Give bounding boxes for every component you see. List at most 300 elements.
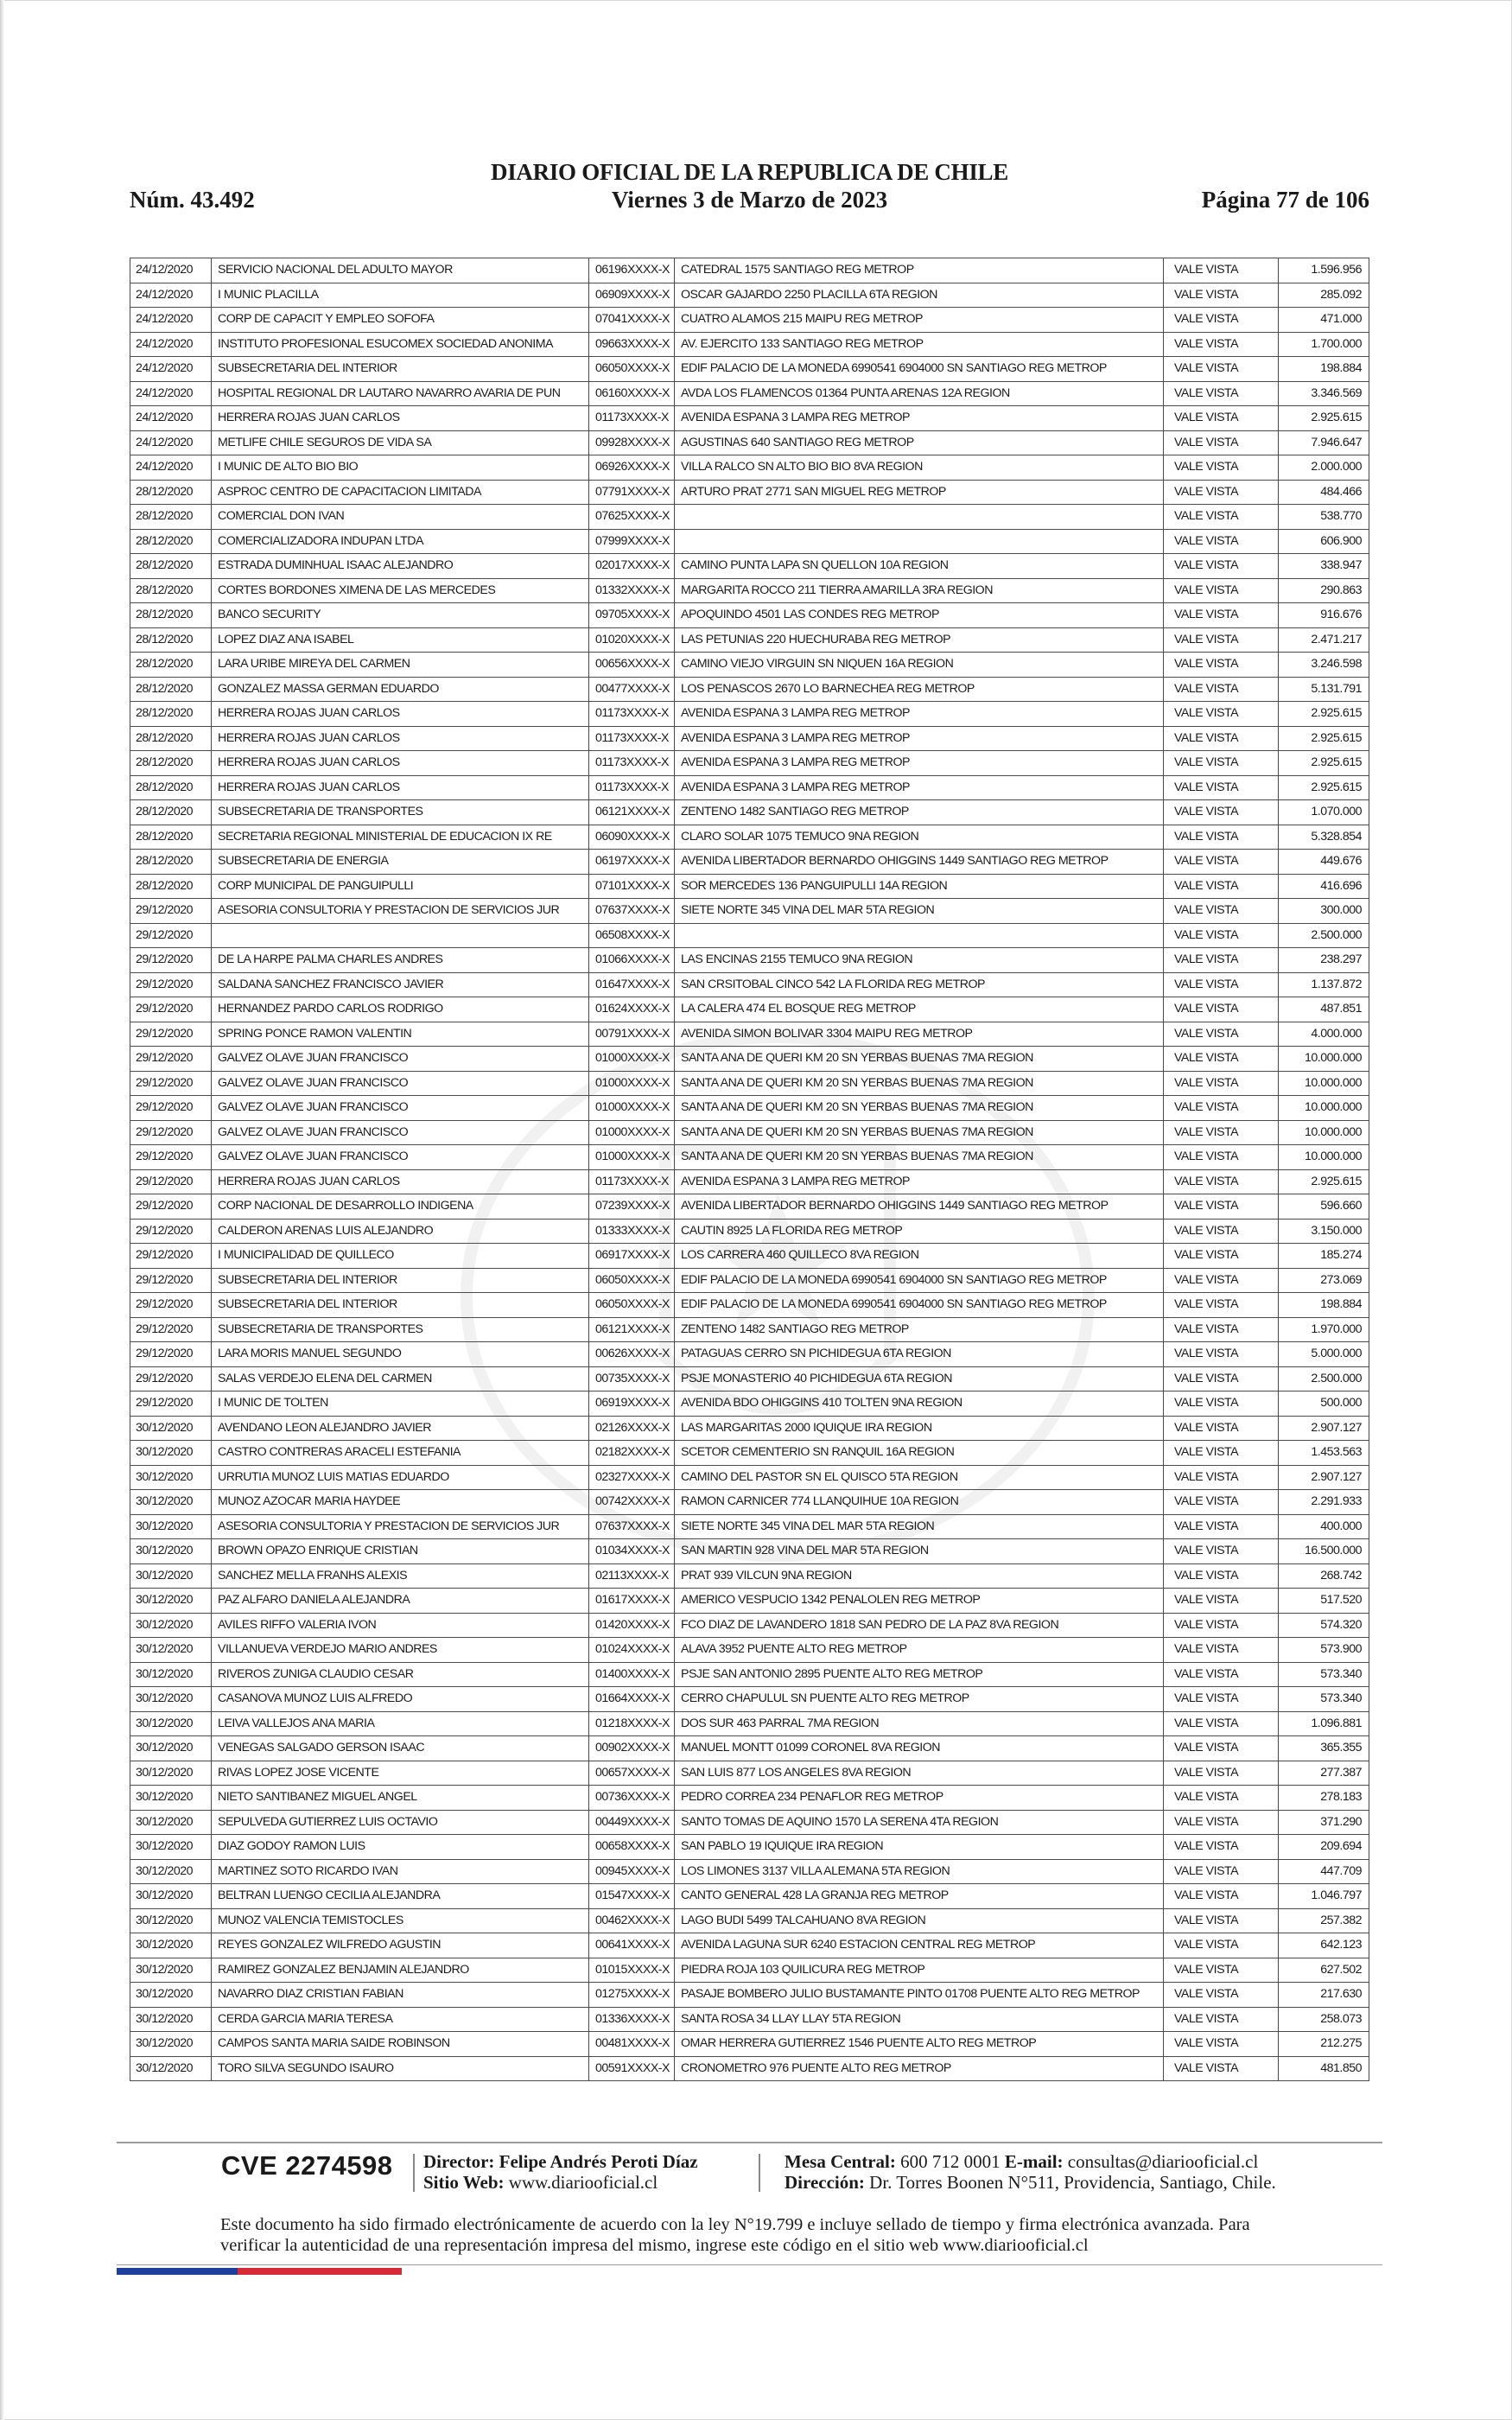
- payment-type-cell: VALE VISTA: [1164, 1022, 1279, 1047]
- rut-cell: 01547XXXX-X: [589, 1884, 675, 1909]
- date-cell: 30/12/2020: [130, 1514, 212, 1539]
- rut-cell: 01000XXXX-X: [589, 1047, 675, 1072]
- email-link[interactable]: consultas@diariooficial.cl: [1067, 2151, 1259, 2172]
- rut-cell: 06050XXXX-X: [589, 1293, 675, 1318]
- payment-type-cell: VALE VISTA: [1164, 554, 1279, 579]
- mesa-phone: 600 712 0001: [900, 2151, 1001, 2172]
- name-cell: AVILES RIFFO VALERIA IVON: [212, 1613, 589, 1638]
- payment-type-cell: VALE VISTA: [1164, 505, 1279, 530]
- address-cell: AVENIDA ESPANA 3 LAMPA REG METROP: [675, 726, 1164, 751]
- payment-type-cell: VALE VISTA: [1164, 332, 1279, 357]
- date-cell: 28/12/2020: [130, 578, 212, 603]
- table-row: [130, 1761, 1369, 1786]
- payment-type-cell: VALE VISTA: [1164, 529, 1279, 554]
- address-cell: RAMON CARNICER 774 LLANQUIHUE 10A REGION: [675, 1490, 1164, 1515]
- name-cell: HERRERA ROJAS JUAN CARLOS: [212, 726, 589, 751]
- address-cell: SAN LUIS 877 LOS ANGELES 8VA REGION: [675, 1761, 1164, 1786]
- name-cell: DIAZ GODOY RAMON LUIS: [212, 1835, 589, 1860]
- table-row: [130, 554, 1369, 579]
- date-cell: 24/12/2020: [130, 381, 212, 406]
- date-cell: 30/12/2020: [130, 1613, 212, 1638]
- rut-cell: 00657XXXX-X: [589, 1761, 675, 1786]
- address-cell: AVENIDA BDO OHIGGINS 410 TOLTEN 9NA REGION: [675, 1392, 1164, 1417]
- date-cell: 29/12/2020: [130, 1392, 212, 1417]
- name-cell: I MUNIC PLACILLA: [212, 283, 589, 308]
- rut-cell: 00736XXXX-X: [589, 1786, 675, 1811]
- rut-cell: 02113XXXX-X: [589, 1563, 675, 1589]
- date-cell: 29/12/2020: [130, 1194, 212, 1220]
- amount-cell: 487.851: [1279, 997, 1369, 1022]
- payment-type-cell: VALE VISTA: [1164, 1908, 1279, 1933]
- flag-stripe-red: [238, 2268, 402, 2275]
- name-cell: GALVEZ OLAVE JUAN FRANCISCO: [212, 1071, 589, 1096]
- address-cell: OMAR HERRERA GUTIERREZ 1546 PUENTE ALTO REG METROP: [675, 2032, 1164, 2057]
- payment-type-cell: VALE VISTA: [1164, 1687, 1279, 1712]
- address-cell: AVENIDA LIBERTADOR BERNARDO OHIGGINS 1449 SANTIAGO REG METROP: [675, 850, 1164, 875]
- amount-cell: 3.346.569: [1279, 381, 1369, 406]
- payment-type-cell: VALE VISTA: [1164, 627, 1279, 653]
- address-cell: PIEDRA ROJA 103 QUILICURA REG METROP: [675, 1958, 1164, 1983]
- payment-type-cell: VALE VISTA: [1164, 603, 1279, 628]
- table-row: [130, 1810, 1369, 1835]
- amount-cell: 258.073: [1279, 2007, 1369, 2032]
- payment-type-cell: VALE VISTA: [1164, 800, 1279, 825]
- date-cell: 29/12/2020: [130, 1219, 212, 1244]
- date-cell: 28/12/2020: [130, 726, 212, 751]
- rut-cell: 00902XXXX-X: [589, 1736, 675, 1761]
- payment-type-cell: VALE VISTA: [1164, 1563, 1279, 1589]
- payment-type-cell: VALE VISTA: [1164, 1194, 1279, 1220]
- payment-type-cell: VALE VISTA: [1164, 2007, 1279, 2032]
- date-cell: 24/12/2020: [130, 283, 212, 308]
- name-cell: RAMIREZ GONZALEZ BENJAMIN ALEJANDRO: [212, 1958, 589, 1983]
- rut-cell: 01015XXXX-X: [589, 1958, 675, 1983]
- payment-type-cell: VALE VISTA: [1164, 1613, 1279, 1638]
- name-cell: I MUNICIPALIDAD DE QUILLECO: [212, 1244, 589, 1269]
- site-label: Sitio Web:: [423, 2172, 505, 2193]
- date-cell: 24/12/2020: [130, 308, 212, 333]
- payment-type-cell: VALE VISTA: [1164, 653, 1279, 678]
- name-cell: SUBSECRETARIA DEL INTERIOR: [212, 1293, 589, 1318]
- table-row: [130, 578, 1369, 603]
- date-cell: 29/12/2020: [130, 1293, 212, 1318]
- address-cell: PSJE MONASTERIO 40 PICHIDEGUA 6TA REGION: [675, 1366, 1164, 1392]
- date-cell: 28/12/2020: [130, 529, 212, 554]
- name-cell: ASPROC CENTRO DE CAPACITACION LIMITADA: [212, 480, 589, 505]
- rut-cell: 00591XXXX-X: [589, 2056, 675, 2081]
- address-value: Dr. Torres Boonen N°511, Providencia, Santiago, Chile.: [869, 2172, 1276, 2193]
- table-row: [130, 1293, 1369, 1318]
- rut-cell: 01066XXXX-X: [589, 948, 675, 973]
- date-cell: 29/12/2020: [130, 923, 212, 948]
- rut-cell: 00481XXXX-X: [589, 2032, 675, 2057]
- date-cell: 30/12/2020: [130, 1835, 212, 1860]
- amount-cell: 400.000: [1279, 1514, 1369, 1539]
- name-cell: SUBSECRETARIA DE TRANSPORTES: [212, 800, 589, 825]
- address-cell: ALAVA 3952 PUENTE ALTO REG METROP: [675, 1638, 1164, 1663]
- rut-cell: 06197XXXX-X: [589, 850, 675, 875]
- rut-cell: 01664XXXX-X: [589, 1687, 675, 1712]
- name-cell: DE LA HARPE PALMA CHARLES ANDRES: [212, 948, 589, 973]
- amount-cell: 2.925.615: [1279, 702, 1369, 727]
- rut-cell: 07101XXXX-X: [589, 874, 675, 899]
- amount-cell: 5.328.854: [1279, 825, 1369, 850]
- name-cell: VENEGAS SALGADO GERSON ISAAC: [212, 1736, 589, 1761]
- address-cell: SANTA ANA DE QUERI KM 20 SN YERBAS BUENAS 7MA REGION: [675, 1096, 1164, 1121]
- table-row: [130, 1884, 1369, 1909]
- name-cell: NIETO SANTIBANEZ MIGUEL ANGEL: [212, 1786, 589, 1811]
- amount-cell: 300.000: [1279, 899, 1369, 924]
- address-cell: SANTA ANA DE QUERI KM 20 SN YERBAS BUENAS 7MA REGION: [675, 1145, 1164, 1170]
- table-row: [130, 1120, 1369, 1145]
- address-cell: LOS PENASCOS 2670 LO BARNECHEA REG METROP: [675, 677, 1164, 702]
- name-cell: SANCHEZ MELLA FRANHS ALEXIS: [212, 1563, 589, 1589]
- table-row: [130, 258, 1369, 283]
- address-cell: SIETE NORTE 345 VINA DEL MAR 5TA REGION: [675, 899, 1164, 924]
- address-label: Dirección:: [785, 2172, 865, 2193]
- address-cell: ARTURO PRAT 2771 SAN MIGUEL REG METROP: [675, 480, 1164, 505]
- rut-cell: 09663XXXX-X: [589, 332, 675, 357]
- name-cell: MARTINEZ SOTO RICARDO IVAN: [212, 1859, 589, 1884]
- address-cell: PATAGUAS CERRO SN PICHIDEGUA 6TA REGION: [675, 1342, 1164, 1367]
- rut-cell: 00626XXXX-X: [589, 1342, 675, 1367]
- name-cell: HERRERA ROJAS JUAN CARLOS: [212, 1169, 589, 1194]
- table-row: [130, 332, 1369, 357]
- rut-cell: 01024XXXX-X: [589, 1638, 675, 1663]
- payment-type-cell: VALE VISTA: [1164, 430, 1279, 455]
- table-row: [130, 1071, 1369, 1096]
- payment-type-cell: VALE VISTA: [1164, 1392, 1279, 1417]
- payment-type-cell: VALE VISTA: [1164, 1416, 1279, 1441]
- date-cell: 28/12/2020: [130, 825, 212, 850]
- address-cell: SANTO TOMAS DE AQUINO 1570 LA SERENA 4TA REGION: [675, 1810, 1164, 1835]
- table-row: [130, 923, 1369, 948]
- rut-cell: 01034XXXX-X: [589, 1539, 675, 1564]
- address-cell: CANTO GENERAL 428 LA GRANJA REG METROP: [675, 1884, 1164, 1909]
- address-cell: AVENIDA ESPANA 3 LAMPA REG METROP: [675, 702, 1164, 727]
- name-cell: SUBSECRETARIA DEL INTERIOR: [212, 1268, 589, 1293]
- amount-cell: 16.500.000: [1279, 1539, 1369, 1564]
- amount-cell: 5.131.791: [1279, 677, 1369, 702]
- payment-type-cell: VALE VISTA: [1164, 1120, 1279, 1145]
- table-row: [130, 850, 1369, 875]
- table-row: [130, 603, 1369, 628]
- date-cell: 30/12/2020: [130, 2032, 212, 2057]
- payment-type-cell: VALE VISTA: [1164, 726, 1279, 751]
- payment-type-cell: VALE VISTA: [1164, 2032, 1279, 2057]
- payment-type-cell: VALE VISTA: [1164, 997, 1279, 1022]
- amount-cell: 1.700.000: [1279, 332, 1369, 357]
- table-row: [130, 455, 1369, 481]
- address-cell: SAN MARTIN 928 VINA DEL MAR 5TA REGION: [675, 1539, 1164, 1564]
- rut-cell: 00656XXXX-X: [589, 653, 675, 678]
- address-cell: EDIF PALACIO DE LA MONEDA 6990541 6904000 SN SANTIAGO REG METROP: [675, 1293, 1164, 1318]
- site-link[interactable]: www.diariooficial.cl: [508, 2172, 658, 2193]
- page-header: [130, 156, 1369, 216]
- address-cell: AVENIDA ESPANA 3 LAMPA REG METROP: [675, 751, 1164, 776]
- address-cell: PRAT 939 VILCUN 9NA REGION: [675, 1563, 1164, 1589]
- legal-divider: [117, 2264, 1382, 2265]
- rut-cell: 01173XXXX-X: [589, 726, 675, 751]
- amount-cell: 574.320: [1279, 1613, 1369, 1638]
- rut-cell: 01647XXXX-X: [589, 972, 675, 997]
- amount-cell: 238.297: [1279, 948, 1369, 973]
- date-cell: 30/12/2020: [130, 1761, 212, 1786]
- rut-cell: 07999XXXX-X: [589, 529, 675, 554]
- name-cell: CORP NACIONAL DE DESARROLLO INDIGENA: [212, 1194, 589, 1220]
- rut-cell: 01173XXXX-X: [589, 751, 675, 776]
- rut-cell: 06196XXXX-X: [589, 258, 675, 283]
- payment-type-cell: VALE VISTA: [1164, 775, 1279, 800]
- rut-cell: 00735XXXX-X: [589, 1366, 675, 1392]
- address-cell: CUATRO ALAMOS 215 MAIPU REG METROP: [675, 308, 1164, 333]
- date-cell: 30/12/2020: [130, 2007, 212, 2032]
- name-cell: CALDERON ARENAS LUIS ALEJANDRO: [212, 1219, 589, 1244]
- date-cell: 28/12/2020: [130, 505, 212, 530]
- payment-type-cell: VALE VISTA: [1164, 283, 1279, 308]
- payment-type-cell: VALE VISTA: [1164, 1711, 1279, 1736]
- rut-cell: 00658XXXX-X: [589, 1835, 675, 1860]
- address-cell: CLARO SOLAR 1075 TEMUCO 9NA REGION: [675, 825, 1164, 850]
- publication-date: Viernes 3 de Marzo de 2023: [611, 187, 888, 213]
- payment-type-cell: VALE VISTA: [1164, 357, 1279, 382]
- publication-title: DIARIO OFICIAL DE LA REPUBLICA DE CHILE: [491, 159, 1008, 185]
- address-cell: LOS CARRERA 460 QUILLECO 8VA REGION: [675, 1244, 1164, 1269]
- amount-cell: 627.502: [1279, 1958, 1369, 1983]
- date-cell: 29/12/2020: [130, 1071, 212, 1096]
- amount-cell: 481.850: [1279, 2056, 1369, 2081]
- table-row: [130, 1342, 1369, 1367]
- date-cell: 28/12/2020: [130, 874, 212, 899]
- payment-type-cell: VALE VISTA: [1164, 1835, 1279, 1860]
- rut-cell: 06090XXXX-X: [589, 825, 675, 850]
- amount-cell: 916.676: [1279, 603, 1369, 628]
- address-cell: PSJE SAN ANTONIO 2895 PUENTE ALTO REG METROP: [675, 1662, 1164, 1687]
- payment-type-cell: VALE VISTA: [1164, 1884, 1279, 1909]
- name-cell: LOPEZ DIAZ ANA ISABEL: [212, 627, 589, 653]
- rut-cell: 06926XXXX-X: [589, 455, 675, 481]
- table-row: [130, 1638, 1369, 1663]
- name-cell: I MUNIC DE ALTO BIO BIO: [212, 455, 589, 481]
- name-cell: SALAS VERDEJO ELENA DEL CARMEN: [212, 1366, 589, 1392]
- rut-cell: 01218XXXX-X: [589, 1711, 675, 1736]
- amount-cell: 10.000.000: [1279, 1120, 1369, 1145]
- name-cell: SECRETARIA REGIONAL MINISTERIAL DE EDUCACION IX RE: [212, 825, 589, 850]
- address-cell: AVENIDA ESPANA 3 LAMPA REG METROP: [675, 406, 1164, 431]
- table-row: [130, 751, 1369, 776]
- address-cell: LAGO BUDI 5499 TALCAHUANO 8VA REGION: [675, 1908, 1164, 1933]
- rut-cell: 02327XXXX-X: [589, 1465, 675, 1490]
- table-row: [130, 775, 1369, 800]
- amount-cell: 642.123: [1279, 1933, 1369, 1958]
- name-cell: VILLANUEVA VERDEJO MARIO ANDRES: [212, 1638, 589, 1663]
- name-cell: ESTRADA DUMINHUAL ISAAC ALEJANDRO: [212, 554, 589, 579]
- date-cell: 29/12/2020: [130, 972, 212, 997]
- rut-cell: 02017XXXX-X: [589, 554, 675, 579]
- table-row: [130, 406, 1369, 431]
- amount-cell: 517.520: [1279, 1589, 1369, 1614]
- amount-cell: 538.770: [1279, 505, 1369, 530]
- date-cell: 29/12/2020: [130, 1244, 212, 1269]
- payment-type-cell: VALE VISTA: [1164, 1441, 1279, 1466]
- amount-cell: 2.925.615: [1279, 775, 1369, 800]
- name-cell: HERRERA ROJAS JUAN CARLOS: [212, 702, 589, 727]
- payment-type-cell: VALE VISTA: [1164, 1786, 1279, 1811]
- address-cell: CATEDRAL 1575 SANTIAGO REG METROP: [675, 258, 1164, 283]
- payment-type-cell: VALE VISTA: [1164, 850, 1279, 875]
- table-row: [130, 1047, 1369, 1072]
- rut-cell: 01617XXXX-X: [589, 1589, 675, 1614]
- rut-cell: 01173XXXX-X: [589, 702, 675, 727]
- table-row: [130, 1786, 1369, 1811]
- director-label: Director:: [423, 2151, 495, 2172]
- name-cell: CERDA GARCIA MARIA TERESA: [212, 2007, 589, 2032]
- name-cell: MUNOZ AZOCAR MARIA HAYDEE: [212, 1490, 589, 1515]
- name-cell: LARA MORIS MANUEL SEGUNDO: [212, 1342, 589, 1367]
- amount-cell: 573.900: [1279, 1638, 1369, 1663]
- date-cell: 30/12/2020: [130, 1589, 212, 1614]
- name-cell: CORP MUNICIPAL DE PANGUIPULLI: [212, 874, 589, 899]
- amount-cell: 573.340: [1279, 1687, 1369, 1712]
- address-cell: CAMINO PUNTA LAPA SN QUELLON 10A REGION: [675, 554, 1164, 579]
- payment-type-cell: VALE VISTA: [1164, 1514, 1279, 1539]
- table-row: [130, 1736, 1369, 1761]
- amount-cell: 416.696: [1279, 874, 1369, 899]
- table-row: [130, 505, 1369, 530]
- address-cell: [675, 529, 1164, 554]
- amount-cell: 1.046.797: [1279, 1884, 1369, 1909]
- date-cell: 30/12/2020: [130, 1884, 212, 1909]
- address-cell: AMERICO VESPUCIO 1342 PENALOLEN REG METROP: [675, 1589, 1164, 1614]
- amount-cell: 2.925.615: [1279, 751, 1369, 776]
- payment-type-cell: VALE VISTA: [1164, 1268, 1279, 1293]
- address-cell: SANTA ROSA 34 LLAY LLAY 5TA REGION: [675, 2007, 1164, 2032]
- table-row: [130, 677, 1369, 702]
- name-cell: GONZALEZ MASSA GERMAN EDUARDO: [212, 677, 589, 702]
- date-cell: 24/12/2020: [130, 258, 212, 283]
- amount-cell: 2.907.127: [1279, 1416, 1369, 1441]
- table-row: [130, 948, 1369, 973]
- rut-cell: 06050XXXX-X: [589, 357, 675, 382]
- table-row: [130, 726, 1369, 751]
- rut-cell: 01332XXXX-X: [589, 578, 675, 603]
- payment-type-cell: VALE VISTA: [1164, 578, 1279, 603]
- name-cell: NAVARRO DIAZ CRISTIAN FABIAN: [212, 1983, 589, 2008]
- name-cell: RIVEROS ZUNIGA CLAUDIO CESAR: [212, 1662, 589, 1687]
- name-cell: INSTITUTO PROFESIONAL ESUCOMEX SOCIEDAD ANONIMA: [212, 332, 589, 357]
- payment-type-cell: VALE VISTA: [1164, 1219, 1279, 1244]
- table-row: [130, 1022, 1369, 1047]
- table-row: [130, 1711, 1369, 1736]
- name-cell: SPRING PONCE RAMON VALENTIN: [212, 1022, 589, 1047]
- date-cell: 30/12/2020: [130, 1490, 212, 1515]
- payment-type-cell: VALE VISTA: [1164, 1366, 1279, 1392]
- payment-type-cell: VALE VISTA: [1164, 1145, 1279, 1170]
- table-row: [130, 308, 1369, 333]
- name-cell: COMERCIALIZADORA INDUPAN LTDA: [212, 529, 589, 554]
- cve-code: CVE 2274598: [221, 2150, 393, 2181]
- rut-cell: 01173XXXX-X: [589, 775, 675, 800]
- name-cell: BELTRAN LUENGO CECILIA ALEJANDRA: [212, 1884, 589, 1909]
- address-cell: PEDRO CORREA 234 PENAFLOR REG METROP: [675, 1786, 1164, 1811]
- amount-cell: 198.884: [1279, 1293, 1369, 1318]
- date-cell: 30/12/2020: [130, 1859, 212, 1884]
- address-cell: CAUTIN 8925 LA FLORIDA REG METROP: [675, 1219, 1164, 1244]
- date-cell: 24/12/2020: [130, 332, 212, 357]
- address-cell: [675, 923, 1164, 948]
- rut-cell: 06121XXXX-X: [589, 1317, 675, 1342]
- name-cell: SUBSECRETARIA DEL INTERIOR: [212, 357, 589, 382]
- payment-type-cell: VALE VISTA: [1164, 1244, 1279, 1269]
- date-cell: 28/12/2020: [130, 480, 212, 505]
- address-cell: AVENIDA SIMON BOLIVAR 3304 MAIPU REG METROP: [675, 1022, 1164, 1047]
- flag-stripe-blue: [117, 2268, 238, 2275]
- date-cell: 29/12/2020: [130, 899, 212, 924]
- date-cell: 29/12/2020: [130, 1342, 212, 1367]
- table-row: [130, 997, 1369, 1022]
- name-cell: GALVEZ OLAVE JUAN FRANCISCO: [212, 1145, 589, 1170]
- date-cell: 30/12/2020: [130, 1441, 212, 1466]
- address-cell: [675, 505, 1164, 530]
- date-cell: 28/12/2020: [130, 775, 212, 800]
- rut-cell: 01020XXXX-X: [589, 627, 675, 653]
- table-row: [130, 1933, 1369, 1958]
- payment-type-cell: VALE VISTA: [1164, 874, 1279, 899]
- amount-cell: 371.290: [1279, 1810, 1369, 1835]
- rut-cell: 07637XXXX-X: [589, 899, 675, 924]
- address-cell: OSCAR GAJARDO 2250 PLACILLA 6TA REGION: [675, 283, 1164, 308]
- name-cell: CASANOVA MUNOZ LUIS ALFREDO: [212, 1687, 589, 1712]
- date-cell: 28/12/2020: [130, 751, 212, 776]
- date-cell: 30/12/2020: [130, 1983, 212, 2008]
- rut-cell: 00791XXXX-X: [589, 1022, 675, 1047]
- address-cell: LAS PETUNIAS 220 HUECHURABA REG METROP: [675, 627, 1164, 653]
- amount-cell: 285.092: [1279, 283, 1369, 308]
- table-row: [130, 1366, 1369, 1392]
- payment-type-cell: VALE VISTA: [1164, 1490, 1279, 1515]
- name-cell: REYES GONZALEZ WILFREDO AGUSTIN: [212, 1933, 589, 1958]
- rut-cell: 07637XXXX-X: [589, 1514, 675, 1539]
- table-row: [130, 702, 1369, 727]
- name-cell: PAZ ALFARO DANIELA ALEJANDRA: [212, 1589, 589, 1614]
- page-indicator: Página 77 de 106: [1201, 187, 1369, 213]
- rut-cell: 02182XXXX-X: [589, 1441, 675, 1466]
- rut-cell: 06160XXXX-X: [589, 381, 675, 406]
- address-cell: SANTA ANA DE QUERI KM 20 SN YERBAS BUENAS 7MA REGION: [675, 1071, 1164, 1096]
- payment-type-cell: VALE VISTA: [1164, 381, 1279, 406]
- payment-type-cell: VALE VISTA: [1164, 899, 1279, 924]
- name-cell: ASESORIA CONSULTORIA Y PRESTACION DE SERVICIOS JUR: [212, 1514, 589, 1539]
- date-cell: 30/12/2020: [130, 1563, 212, 1589]
- amount-cell: 1.096.881: [1279, 1711, 1369, 1736]
- payment-type-cell: VALE VISTA: [1164, 1810, 1279, 1835]
- table-row: [130, 1662, 1369, 1687]
- address-cell: EDIF PALACIO DE LA MONEDA 6990541 6904000 SN SANTIAGO REG METROP: [675, 357, 1164, 382]
- table-row: [130, 1859, 1369, 1884]
- name-cell: MUNOZ VALENCIA TEMISTOCLES: [212, 1908, 589, 1933]
- rut-cell: 09705XXXX-X: [589, 603, 675, 628]
- address-cell: CAMINO VIEJO VIRGUIN SN NIQUEN 16A REGION: [675, 653, 1164, 678]
- rut-cell: 06909XXXX-X: [589, 283, 675, 308]
- address-cell: SIETE NORTE 345 VINA DEL MAR 5TA REGION: [675, 1514, 1164, 1539]
- rut-cell: 00449XXXX-X: [589, 1810, 675, 1835]
- rut-cell: 01333XXXX-X: [589, 1219, 675, 1244]
- amount-cell: 2.500.000: [1279, 1366, 1369, 1392]
- rut-cell: 06508XXXX-X: [589, 923, 675, 948]
- amount-cell: 1.137.872: [1279, 972, 1369, 997]
- table-row: [130, 1514, 1369, 1539]
- rut-cell: 09928XXXX-X: [589, 430, 675, 455]
